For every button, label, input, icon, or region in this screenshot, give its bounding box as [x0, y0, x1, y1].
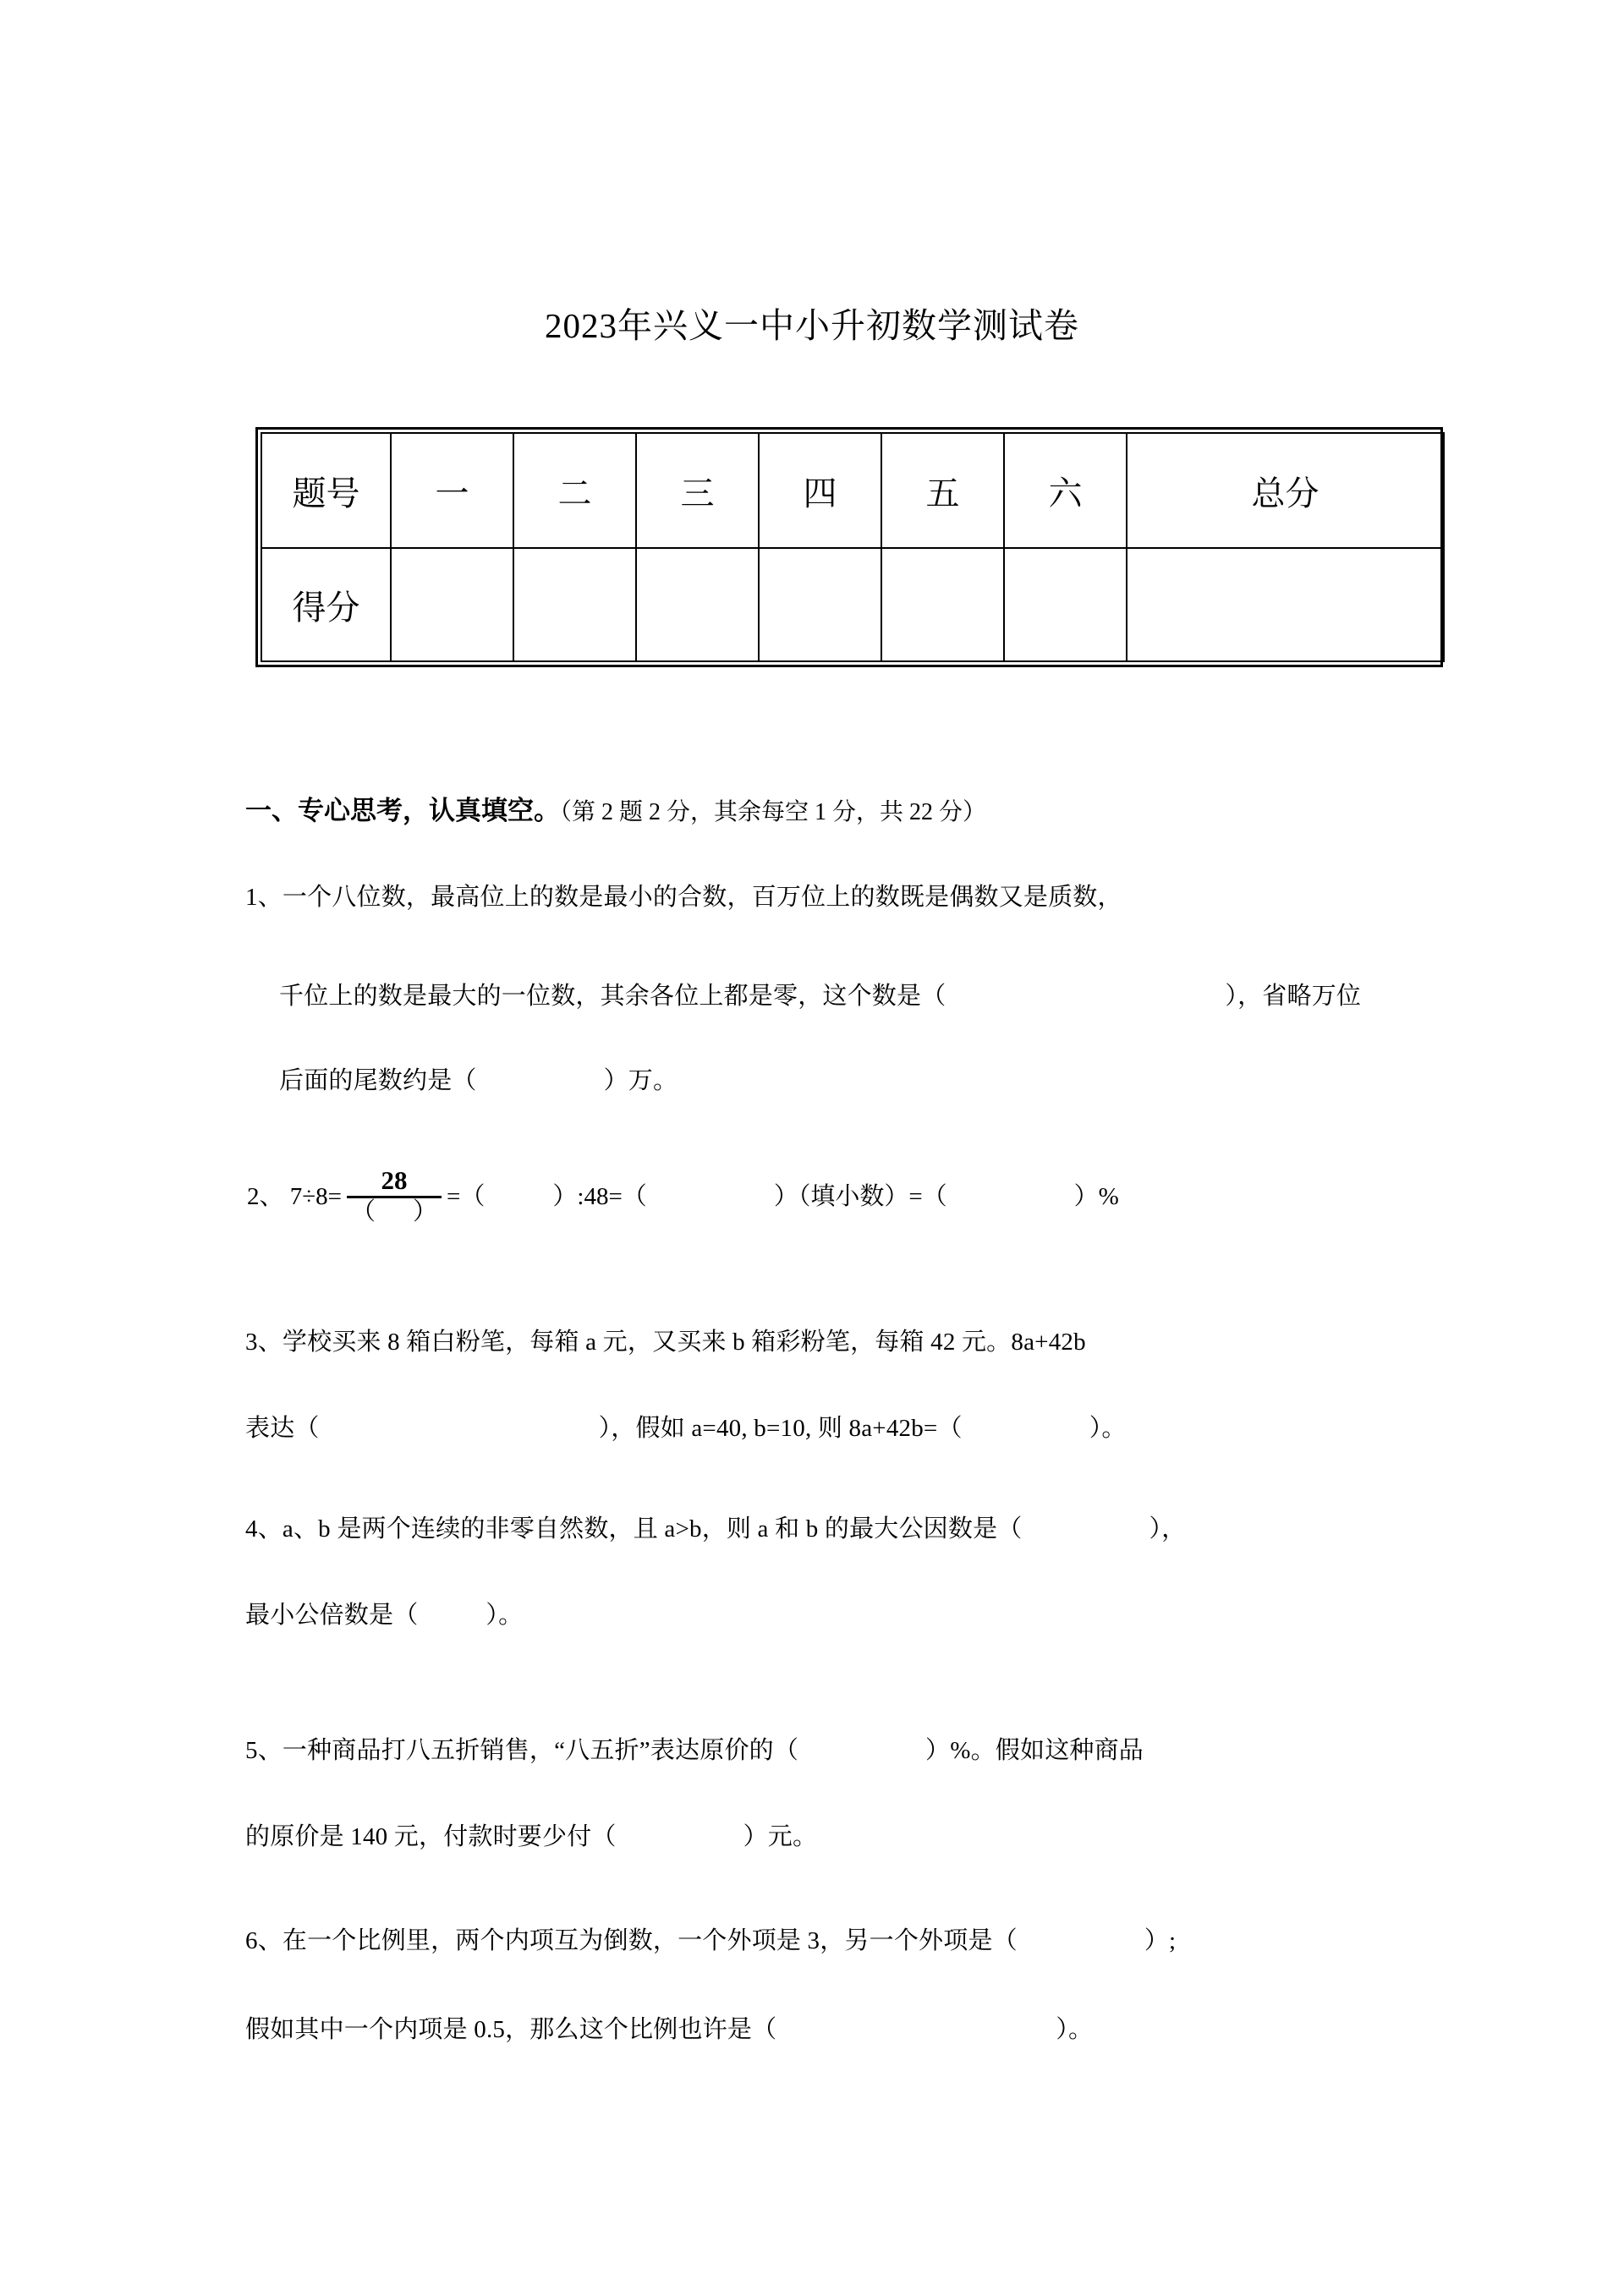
score-cell-1[interactable] [391, 548, 513, 661]
question-6-text-1a: 6、在一个比例里，两个内项互为倒数，一个外项是 3，另一个外项是（ [245, 1927, 1018, 1954]
question-3-text-1: 3、学校买来 8 箱白粉笔，每箱 a 元，又买来 b 箱彩粉笔，每箱 42 元。8a+42b [245, 1329, 1086, 1356]
question-4-line-1 [245, 1516, 1186, 1543]
question-1-line-3 [279, 1068, 678, 1095]
score-table-col-6: 六 [1004, 433, 1127, 548]
question-3-line-1 [245, 1329, 1086, 1356]
section-score-note: （第 2 题 2 分，其余每空 1 分，共 22 分） [560, 799, 987, 825]
question-1-text-2a: 千位上的数是最大的一位数，其余各位上都是零，这个数是（ [279, 983, 946, 1010]
question-3-text-2a: 表达（ [245, 1415, 320, 1442]
question-5-line-2 [245, 1824, 817, 1851]
question-1-line-1 [245, 885, 1122, 912]
section-title: 专心思考，认真填空。 [298, 796, 560, 825]
question-5-text-2b: ）元。 [743, 1823, 818, 1850]
section-number: 一、 [245, 796, 298, 825]
question-4-text-1a: 4、a、b 是两个连续的非零自然数，且 a>b，则 a 和 b 的最大公因数是（ [245, 1515, 1023, 1543]
question-6-text-2b: ）。 [1056, 2016, 1094, 2043]
fraction-denominator-open: （ [351, 1198, 376, 1225]
question-4-text-2b: ）。 [486, 1602, 524, 1629]
table-row-scores [261, 548, 1444, 661]
score-table-col-3: 三 [636, 433, 759, 548]
question-2-lead: 2、 7÷8= [247, 1182, 343, 1210]
score-cell-2[interactable] [513, 548, 636, 661]
question-5-line-1 [245, 1738, 1144, 1765]
fraction-numerator: 28 [381, 1165, 408, 1195]
question-3-text-2c: ）。 [1089, 1415, 1127, 1442]
question-3-line-2 [245, 1416, 1127, 1443]
score-cell-total[interactable] [1127, 548, 1444, 661]
question-2-text-b: ）:48=（ [552, 1182, 647, 1210]
question-4-line-2 [245, 1603, 523, 1630]
question-3-text-2b: ），假如 a=40, b=10, 则 8a+42b=（ [598, 1415, 963, 1442]
fraction-denominator-close: ） [413, 1198, 438, 1225]
score-table-col-1: 一 [391, 433, 513, 548]
score-table [261, 432, 1445, 662]
score-table-col-total: 总分 [1127, 433, 1444, 548]
score-table-col-2: 二 [513, 433, 636, 548]
score-table-col-4: 四 [759, 433, 881, 548]
question-1-text-3b: ）万。 [603, 1067, 678, 1094]
score-table-container [255, 427, 1443, 667]
score-table-row-label-score: 得分 [261, 548, 391, 661]
question-1-text-3a: 后面的尾数约是（ [279, 1067, 477, 1094]
question-1-line-2 [279, 984, 1361, 1011]
question-4-text-2a: 最小公倍数是（ [245, 1602, 419, 1629]
question-5-text-1b: ）%。假如这种商品 [925, 1737, 1144, 1764]
question-4-text-1b: ）， [1149, 1515, 1187, 1543]
question-5-text-1a: 5、一种商品打八五折销售，“八五折”表达原价的（ [245, 1737, 799, 1764]
question-2-line [247, 1165, 1119, 1223]
table-row-question-numbers [261, 433, 1444, 548]
question-6-text-2a: 假如其中一个内项是 0.5，那么这个比例也许是（ [245, 2016, 777, 2043]
question-1-text-1: 1、一个八位数，最高位上的数是最小的合数，百万位上的数既是偶数又是质数， [245, 884, 1122, 911]
question-2-text-d: ）% [1073, 1182, 1119, 1210]
score-table-row-label-question: 题号 [261, 433, 391, 548]
question-1-text-2b: ），省略万位 [1225, 983, 1362, 1010]
question-2-text-a: =（ [447, 1182, 486, 1210]
fraction-28-over-blank [347, 1167, 442, 1225]
fraction-denominator[interactable] [351, 1198, 437, 1225]
score-table-col-5: 五 [881, 433, 1004, 548]
score-cell-3[interactable] [636, 548, 759, 661]
question-6-line-1 [245, 1928, 1176, 1955]
score-cell-6[interactable] [1004, 548, 1127, 661]
score-cell-4[interactable] [759, 548, 881, 661]
question-6-text-1b: ）; [1144, 1927, 1177, 1954]
question-5-text-2a: 的原价是 140 元，付款时要少付（ [245, 1823, 617, 1850]
question-6-line-2 [245, 2017, 1093, 2044]
section-heading-1 [245, 789, 986, 827]
question-2-text-c: ）（填小数）=（ [773, 1182, 947, 1210]
score-cell-5[interactable] [881, 548, 1004, 661]
page-title: 2023年兴义一中小升初数学测试卷 [545, 306, 1079, 345]
